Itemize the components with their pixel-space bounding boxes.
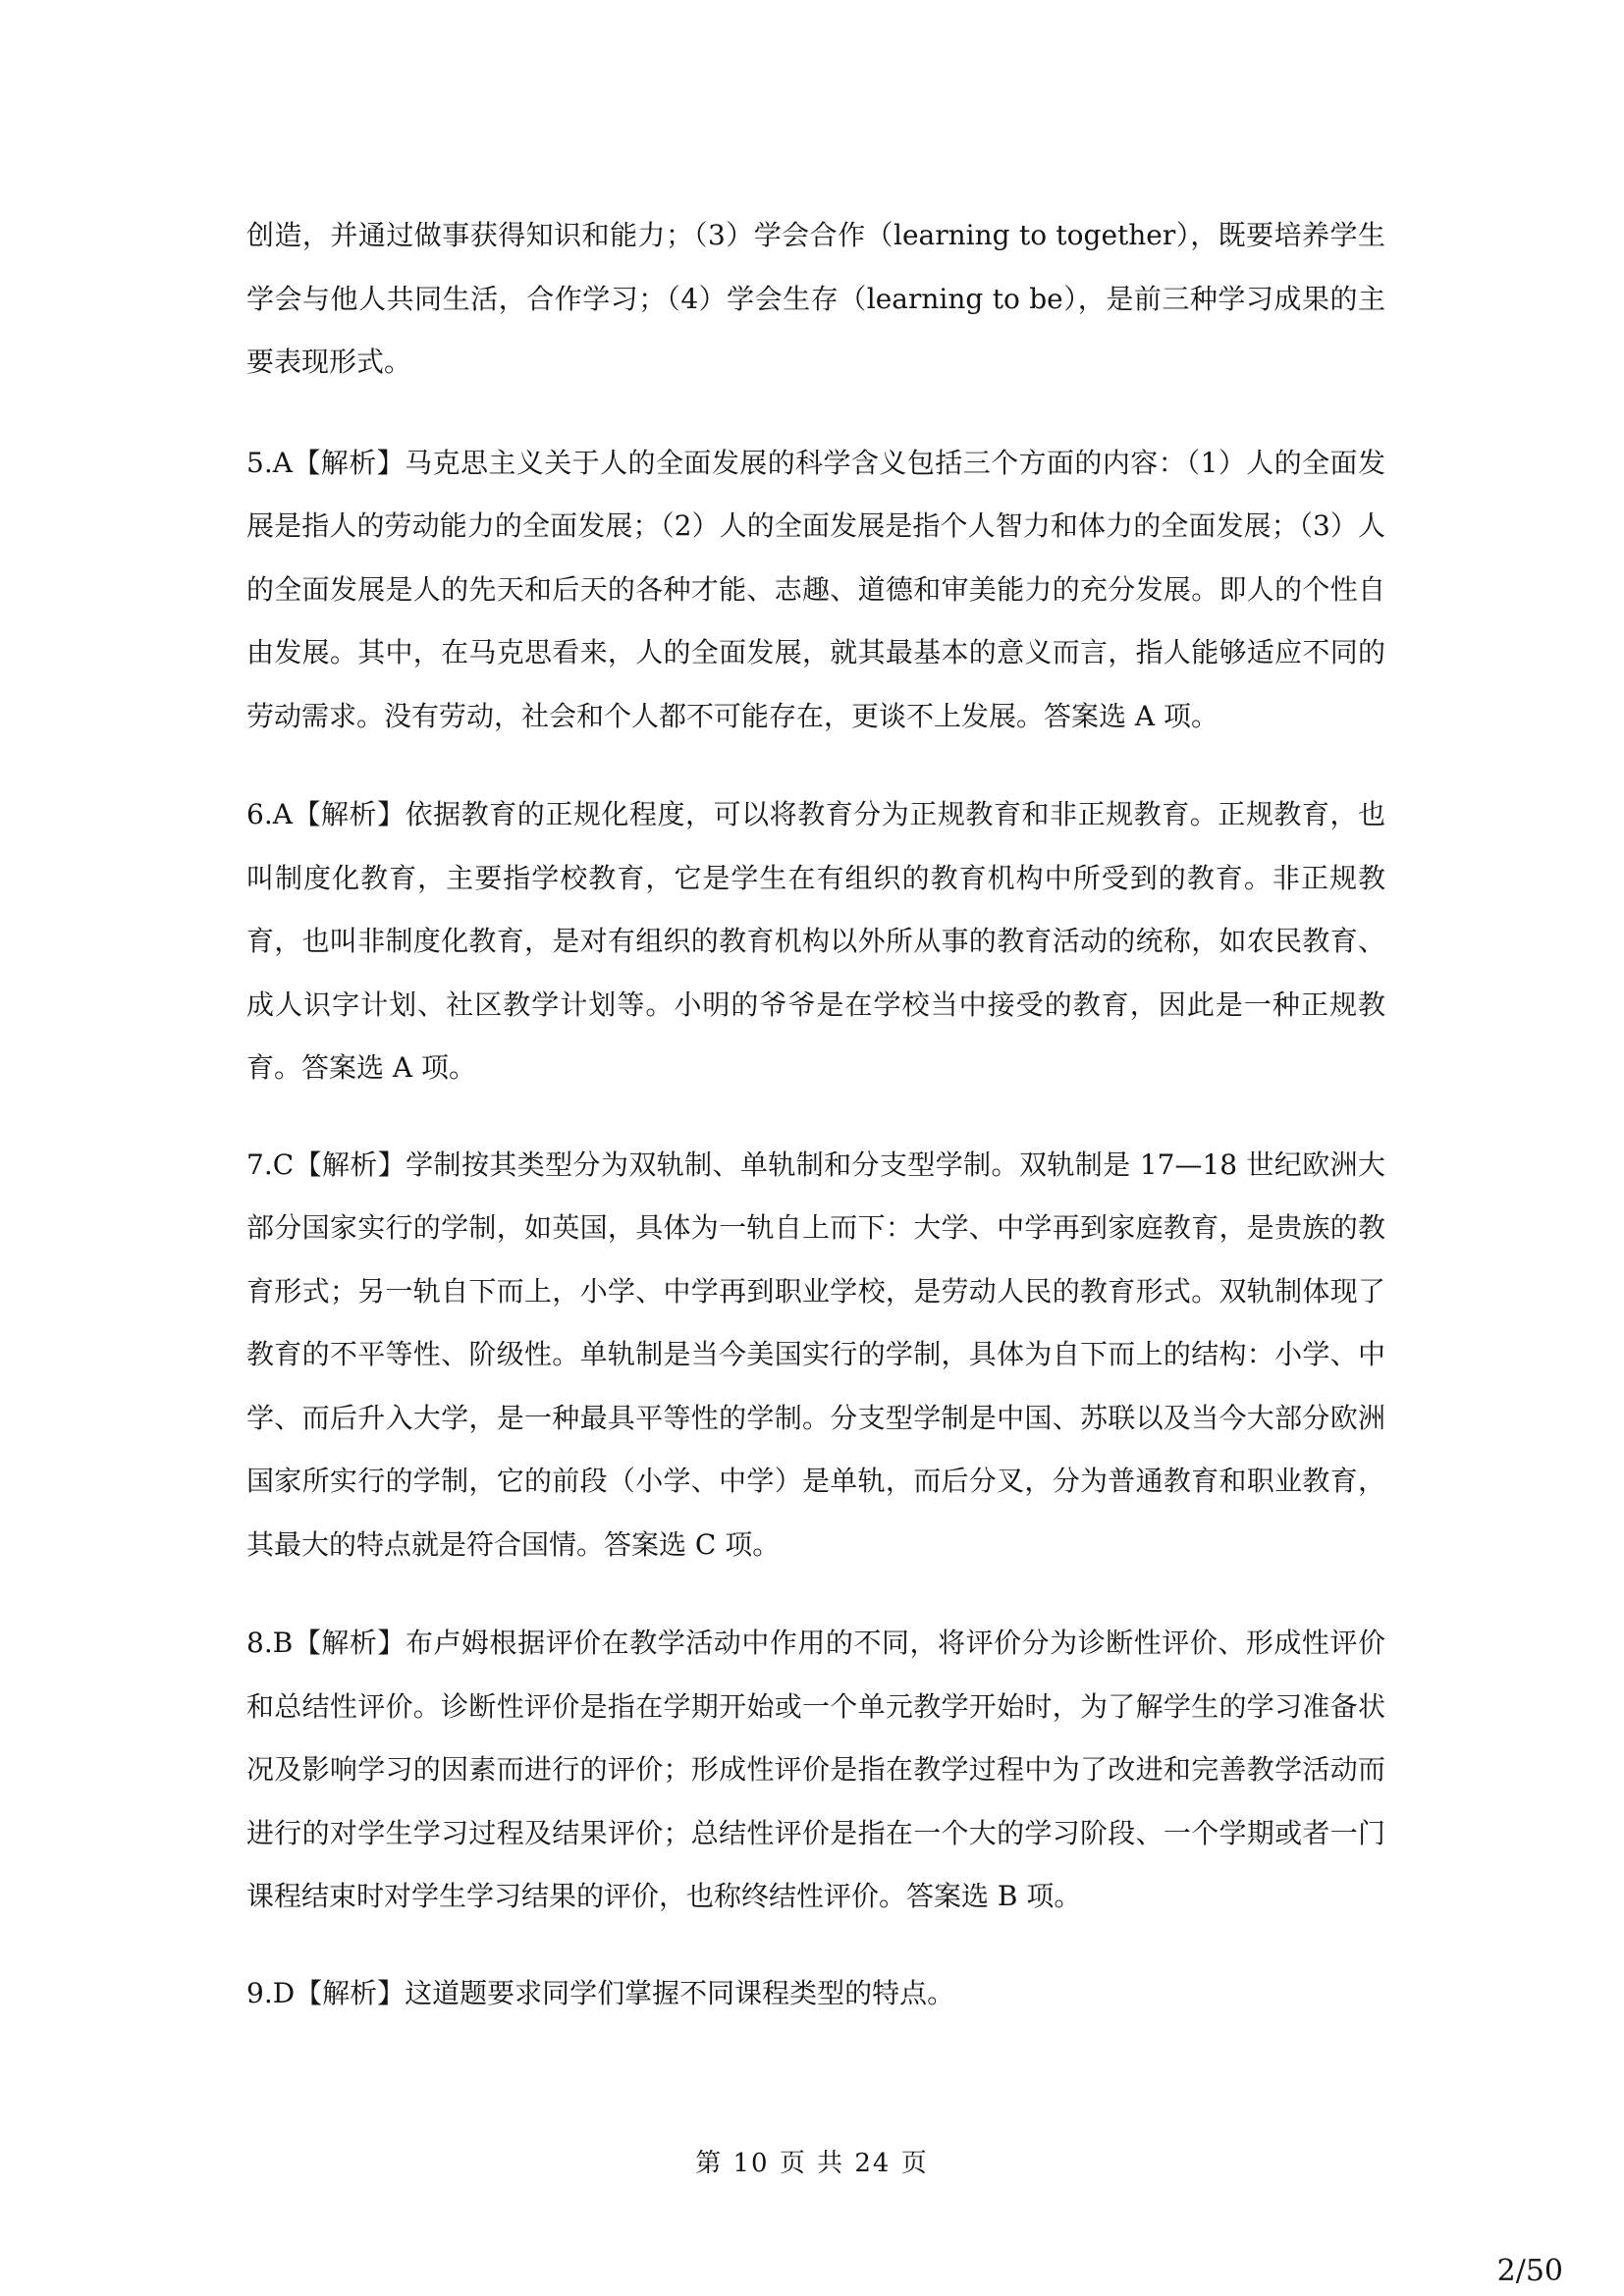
paragraph-answer-8: 8.B【解析】布卢姆根据评价在教学活动中作用的不同，将评价分为诊断性评价、形成性评价和总结性评价。诊断性评价是指在学期开始或一个单元教学开始时，为了解学生的学习准备状况及影响学习的因素而进行的评价；形成性评价是指在教学过程中为了改进和完善教学活动而进行的对学生学习过程及结果评价；总结性评价是指在一个大的学习阶段、一个学期或者一门课程结束时对学生学习结果的评价，也称终结性评价。答案选 B 项。 (246, 1627, 1385, 1912)
answer-analysis-text (246, 204, 1385, 2025)
paragraph-answer-9: 9.D【解析】这道题要求同学们掌握不同课程类型的特点。 (246, 1976, 955, 2009)
paragraph-answer-7: 7.C【解析】学制按其类型分为双轨制、单轨制和分支型学制。双轨制是 17—18 世纪欧洲大部分国家实行的学制，如英国，具体为一轨自上而下：大学、中学再到家庭教育，是贵族的教育形式；另一轨自下而上，小学、中学再到职业学校，是劳动人民的教育形式。双轨制体现了教育的不平等性、阶级性。单轨制是当今美国实行的学制，具体为自下而上的结构：小学、中学、而后升入大学，是一种最具平等性的学制。分支型学制是中国、苏联以及当今大部分欧洲国家所实行的学制，它的前段（小学、中学）是单轨，而后分叉，分为普通教育和职业教育，其最大的特点就是符合国情。答案选 C 项。 (246, 1148, 1385, 1561)
paragraph-continuation: 创造，并通过做事获得知识和能力；（3）学会合作（learning to together），既要培养学生学会与他人共同生活，合作学习；（4）学会生存（learning to be），是前三种学习成果的主要表现形式。 (246, 219, 1385, 378)
paragraph-answer-6: 6.A【解析】依据教育的正规化程度，可以将教育分为正规教育和非正规教育。正规教育，也叫制度化教育，主要指学校教育，它是学生在有组织的教育机构中所受到的教育。非正规教育，也叫非制度化教育，是对有组织的教育机构以外所从事的教育活动的统称，如农民教育、成人识字计划、社区教学计划等。小明的爷爷是在学校当中接受的教育，因此是一种正规教育。答案选 A 项。 (246, 798, 1385, 1084)
page-footer: 第 10 页 共 24 页 (695, 2149, 929, 2178)
paragraph-answer-5: 5.A【解析】马克思主义关于人的全面发展的科学含义包括三个方面的内容：（1）人的全面发展是指人的劳动能力的全面发展；（2）人的全面发展是指个人智力和体力的全面发展；（3）人的全面发展是人的先天和后天的各种才能、志趣、道德和审美能力的充分发展。即人的个性自由发展。其中，在马克思看来，人的全面发展，就其最基本的意义而言，指人能够适应不同的劳动需求。没有劳动，社会和个人都不可能存在，更谈不上发展。答案选 A 项。 (246, 446, 1385, 732)
page-counter: 2/50 (1496, 2254, 1563, 2288)
